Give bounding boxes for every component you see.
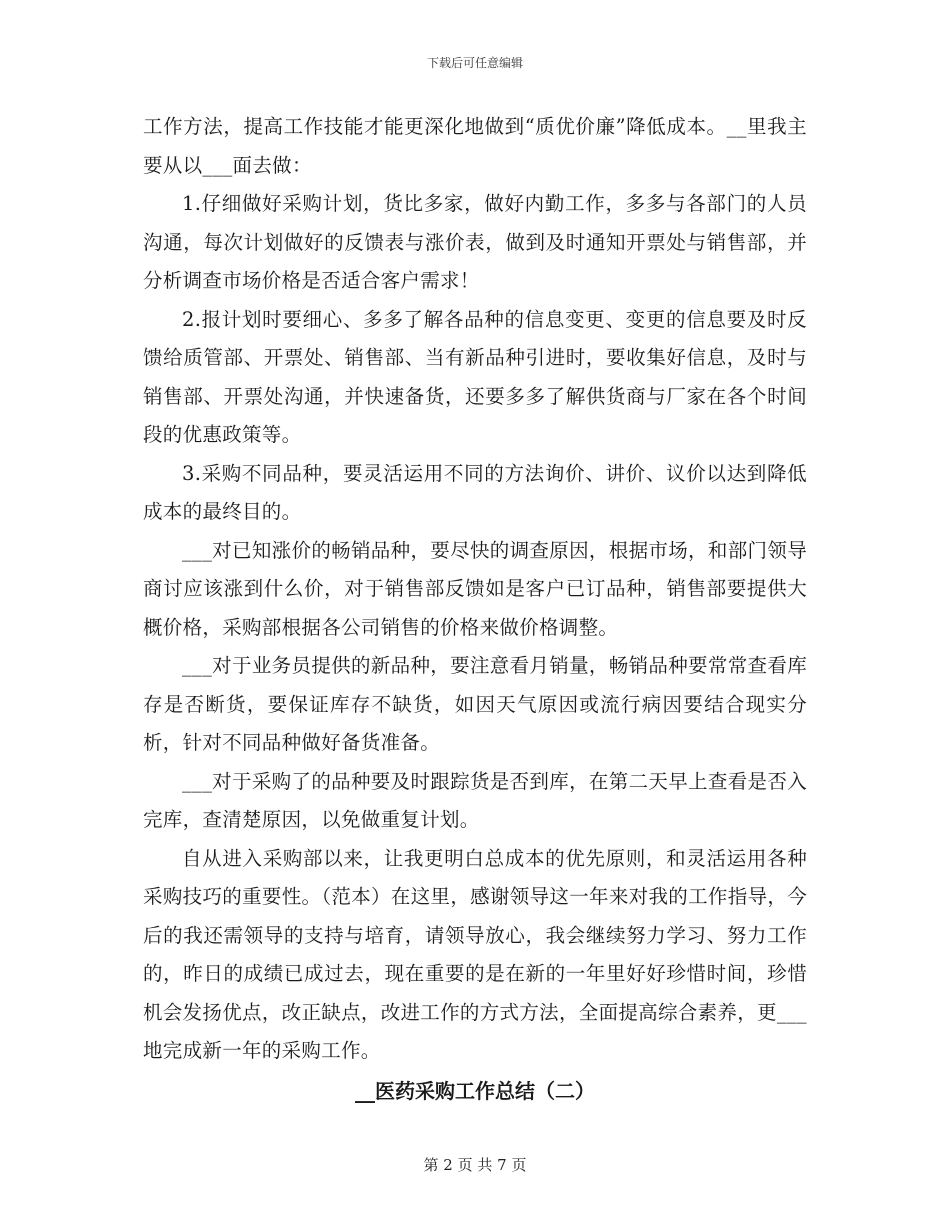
page-footer: 第 2 页 共 7 页 (423, 1156, 527, 1174)
paragraph-conclusion: 自从进入采购部以来，让我更明白总成本的优先原则，和灵活运用各种采购技巧的重要性。（范本）在这里，感谢领导这一年来对我的工作指导，今后的我还需领导的支持与培育，请领导放心，我会继续努力学习、努力工作的，昨日的成绩已成过去，现在重要的是在新的一年里好好珍惜时间，珍惜机会发扬优点，改正缺点，改进工作的方式方法，全面提高综合素养，更___地完成新一年的采购工作。 (143, 846, 807, 1062)
section-title: __医药采购工作总结（二） (355, 1078, 595, 1103)
paragraph-price-increase: ___对已知涨价的畅销品种，要尽快的调查原因，根据市场，和部门领导商讨应该涨到什么价，对于销售部反馈如是客户已订品种，销售部要提供大概价格，采购部根据各公司销售的价格来做价格调整。 (143, 538, 807, 639)
paragraph-item-2: 2.报计划时要细心、多多了解各品种的信息变更、变更的信息要及时反馈给质管部、开票处、销售部、当有新品种引进时，要收集好信息，及时与销售部、开票处沟通，并快速备货，还要多多了解供货商与厂家在各个时间段的优惠政策等。 (143, 307, 807, 446)
paragraph-intro: 工作方法，提高工作技能才能更深化地做到“质优价廉”降低成本。__里我主要从以___面去做： (143, 115, 807, 177)
document-body (143, 108, 807, 1109)
paragraph-item-3: 3.采购不同品种，要灵活运用不同的方法询价、讲价、议价以达到降低成本的最终目的。 (143, 461, 807, 523)
paragraph-item-1: 1.仔细做好采购计划，货比多家，做好内勤工作，多多与各部门的人员沟通，每次计划做好的反馈表与涨价表，做到及时通知开票处与销售部，并分析调查市场价格是否适合客户需求！ (143, 192, 807, 292)
paragraph-tracking: ___对于采购了的品种要及时跟踪货是否到库，在第二天早上查看是否入完库，查清楚原因，以免做重复计划。 (143, 769, 807, 831)
paragraph-new-products: ___对于业务员提供的新品种，要注意看月销量，畅销品种要常常查看库存是否断货，要保证库存不缺货，如因天气原因或流行病因要结合现实分析，针对不同品种做好备货准备。 (143, 654, 807, 754)
page-header: 下载后可任意编辑 (426, 56, 523, 70)
